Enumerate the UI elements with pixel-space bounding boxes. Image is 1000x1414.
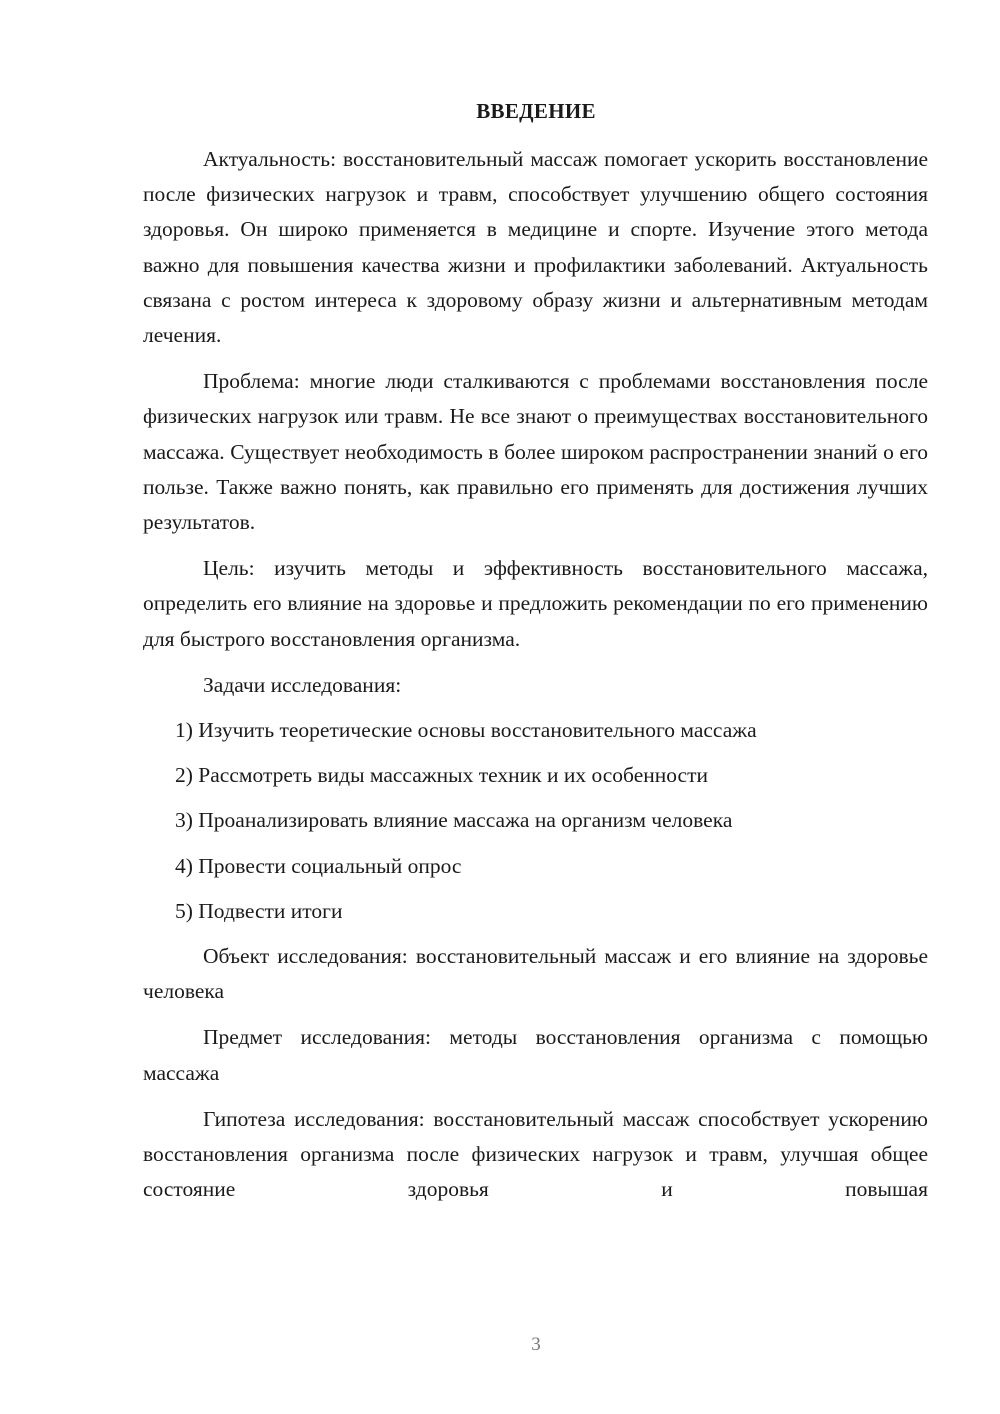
paragraph-object: Объект исследования: восстановительный массаж и его влияние на здоровье человека: [143, 944, 928, 1004]
tasks-heading: Задачи исследования:: [203, 672, 402, 697]
page-title: ВВЕДЕНИЕ: [476, 99, 596, 123]
list-item: 4) Провести социальный опрос: [175, 853, 462, 878]
paragraph-relevance: Актуальность: восстановительный массаж помогает ускорить восстановление после физических нагрузок и травм, способствует улучшению общего состояния здоровья. Он широко применяется в медицине и спорте. Изучение этого метода важно для повышения качества жизни и профилактики заболеваний. Актуальность связана с ростом интереса к здоровому образу жизни и альтернативным методам лечения.: [143, 147, 928, 348]
page-number: 3: [531, 1334, 541, 1355]
list-item: 1) Изучить теоретические основы восстановительного массажа: [175, 718, 757, 743]
tasks-list: [143, 713, 928, 929]
list-item: 5) Подвести итоги: [175, 898, 343, 923]
list-item: 2) Рассмотреть виды массажных техник и их особенности: [175, 763, 708, 788]
paragraph-subject: Предмет исследования: методы восстановления организма с помощью массажа: [143, 1025, 928, 1085]
paragraph-goal: Цель: изучить методы и эффективность восстановительного массажа, определить его влияние на здоровье и предложить рекомендации по его применению для быстрого восстановления организма.: [143, 556, 928, 651]
paragraph-problem: Проблема: многие люди сталкиваются с проблемами восстановления после физических нагрузок или травм. Не все знают о преимуществах восстановительного массажа. Существует необходимость в более широком распространении знаний о его пользе. Также важно понять, как правильно его применять для достижения лучших результатов.: [143, 369, 928, 535]
document-body: [143, 142, 928, 1207]
list-item: 3) Проанализировать влияние массажа на организм человека: [175, 808, 733, 833]
paragraph-hypothesis: Гипотеза исследования: восстановительный массаж способствует ускорению восстановления организма после физических нагрузок и травм, улучшая общее состояние здоровья и повышая: [143, 1106, 928, 1202]
